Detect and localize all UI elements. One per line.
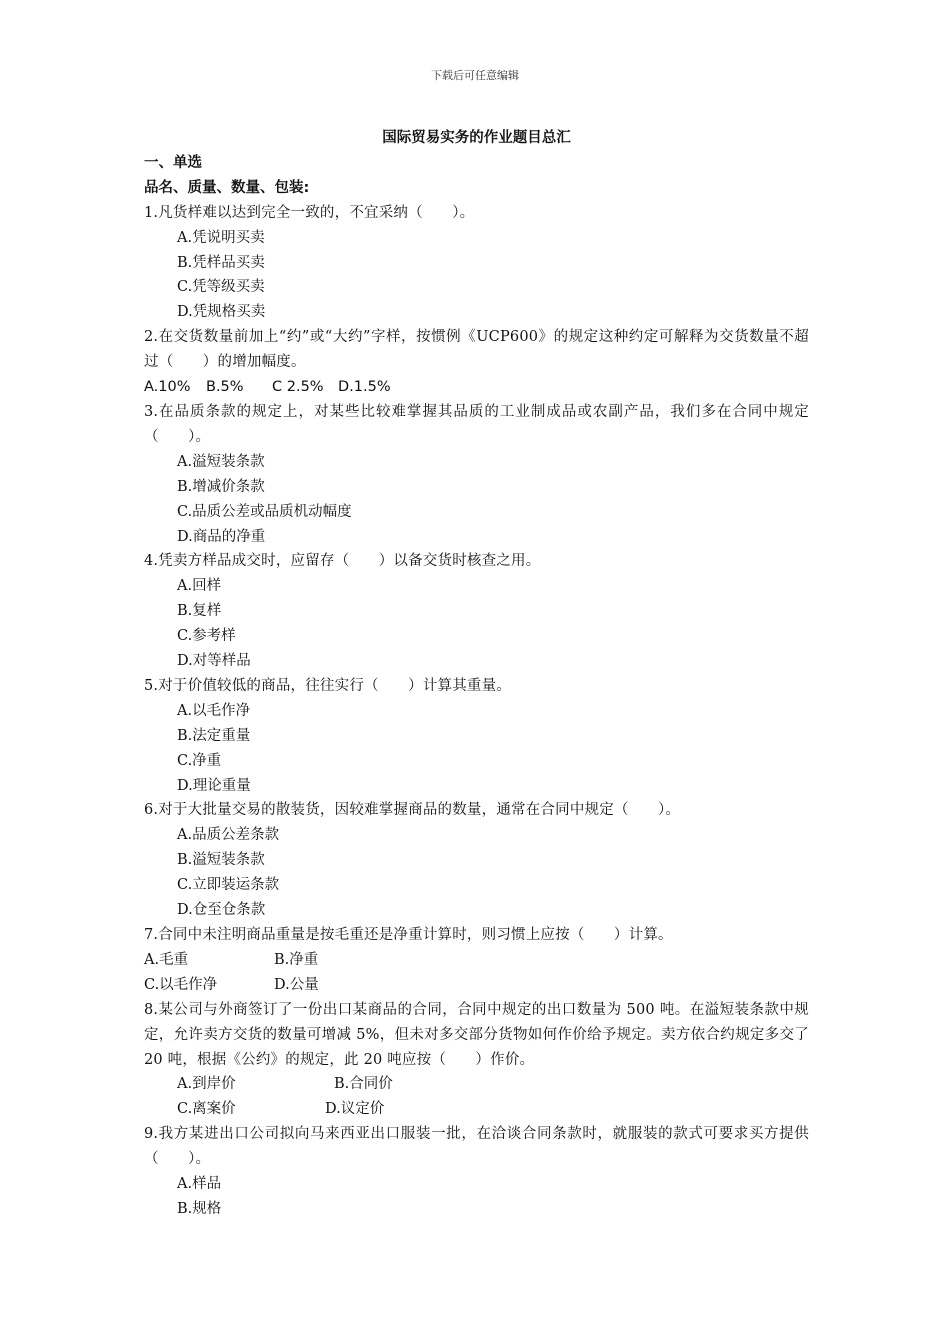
question-3-option-c: C.品质公差或品质机动幅度 — [177, 503, 352, 520]
question-7: 7.合同中未注明商品重量是按毛重还是净重计算时，则习惯上应按（ ）计算。 — [144, 927, 673, 943]
question-1-option-d: D.凭规格买卖 — [177, 304, 266, 321]
question-8-option-a: A.到岸价 — [177, 1076, 236, 1093]
question-7-option-d: D.公量 — [274, 976, 319, 993]
question-6-option-a: A.品质公差条款 — [177, 827, 280, 844]
question-5-option-b: B.法定重量 — [177, 727, 251, 744]
question-9-option-b: B.规格 — [177, 1200, 222, 1217]
question-6-option-b: B.溢短装条款 — [177, 852, 265, 869]
question-8: 8.某公司与外商签订了一份出口某商品的合同，合同中规定的出口数量为 500 吨。在溢短装条款中规定，允许卖方交货的数量可增减 5%，但未对多交部分货物如何作价给予规定。卖方依合约规定多交了 20 吨，根据《公约》的规定，此 20 吨应按（ ）作价。 — [144, 1001, 809, 1068]
question-4-option-b: B.复样 — [177, 603, 222, 620]
question-3-option-a: A.溢短装条款 — [177, 453, 265, 470]
question-6: 6.对于大批量交易的散装货，因较难掌握商品的数量，通常在合同中规定（ ）。 — [144, 802, 681, 819]
question-9: 9.我方某进出口公司拟向马来西亚出口服装一批，在洽谈合同条款时，就服装的款式可要求买方提供（ ）。 — [144, 1126, 809, 1168]
question-3-option-d: D.商品的净重 — [177, 528, 266, 545]
question-2-options — [144, 375, 809, 400]
question-8-option-c: C.离案价 — [177, 1101, 236, 1118]
question-2-option-b: B.5% — [206, 379, 244, 396]
question-4-option-a: A.回样 — [177, 578, 222, 595]
question-8-options-row-2 — [144, 1097, 809, 1122]
question-1-option-b: B.凭样品买卖 — [177, 254, 265, 271]
question-4: 4.凭卖方样品成交时，应留存（ ）以备交货时核查之用。 — [144, 553, 541, 570]
question-6-option-c: C.立即装运条款 — [177, 877, 280, 894]
question-2: 2.在交货数量前加上“约”或“大约”字样，按惯例《UCP600》的规定这种约定可解释为交货数量不超过（ ）的增加幅度。 — [144, 329, 809, 371]
question-9-option-a: A.样品 — [177, 1176, 222, 1193]
document-title: 国际贸易实务的作业题目总汇 — [382, 130, 571, 146]
page-header: 下载后可任意编辑 — [431, 69, 519, 82]
question-2-option-d: D.1.5% — [338, 379, 391, 396]
question-1-option-c: C.凭等级买卖 — [177, 279, 265, 296]
question-2-option-a: A.10% — [144, 379, 191, 396]
question-3: 3.在品质条款的规定上，对某些比较难掌握其品质的工业制成品或农副产品，我们多在合同中规定（ ）。 — [144, 403, 809, 445]
question-5: 5.对于价值较低的商品，往往实行（ ）计算其重量。 — [144, 677, 512, 694]
question-4-option-c: C.参考样 — [177, 628, 236, 645]
question-8-option-d: D.议定价 — [325, 1101, 385, 1118]
question-5-option-d: D.理论重量 — [177, 777, 251, 794]
question-7-option-a: A.毛重 — [144, 951, 189, 968]
question-7-options-row-2 — [144, 973, 809, 998]
question-7-option-c: C.以毛作净 — [144, 976, 218, 993]
question-3-option-b: B.增减价条款 — [177, 478, 265, 495]
question-8-option-b: B.合同价 — [334, 1076, 393, 1093]
section-heading: 一、单选 — [144, 154, 202, 171]
question-2-option-c: C 2.5% — [272, 379, 324, 396]
question-1: 1.凡货样难以达到完全一致的，不宜采纳（ ）。 — [144, 204, 475, 221]
question-5-option-c: C.净重 — [177, 752, 222, 769]
question-7-options-row-1 — [144, 948, 809, 973]
question-4-option-d: D.对等样品 — [177, 653, 251, 670]
question-5-option-a: A.以毛作净 — [177, 702, 251, 719]
question-8-options-row-1 — [144, 1072, 809, 1097]
question-7-option-b: B.净重 — [274, 951, 319, 968]
subsection-heading: 品名、质量、数量、包装: — [144, 179, 310, 196]
question-6-option-d: D.仓至仓条款 — [177, 902, 266, 919]
question-1-option-a: A.凭说明买卖 — [177, 229, 265, 246]
document-body — [144, 126, 809, 1222]
